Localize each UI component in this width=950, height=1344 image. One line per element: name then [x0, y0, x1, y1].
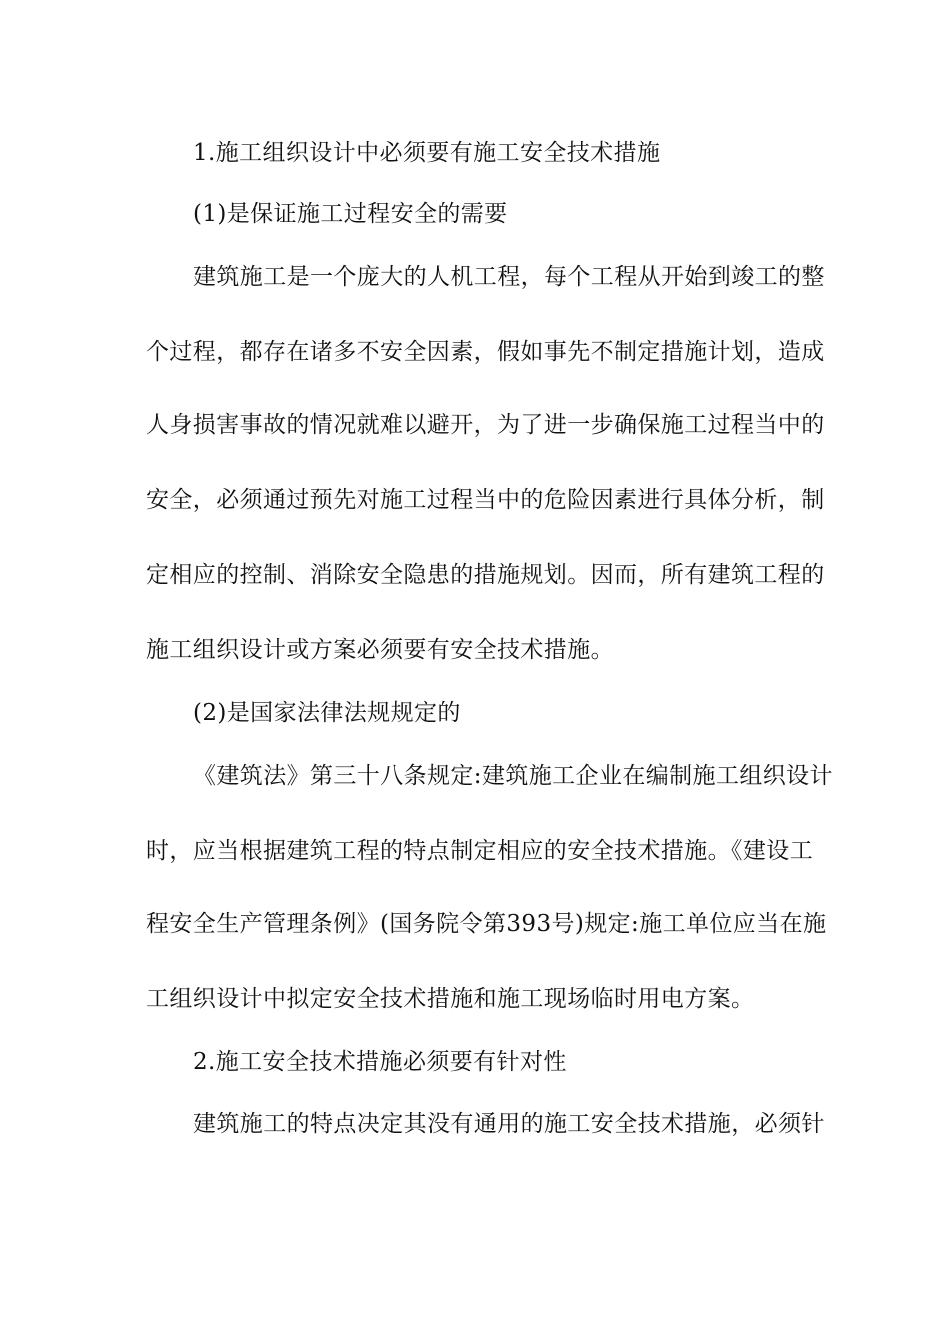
paragraph-line: 个过程，都存在诸多不安全因素，假如事先不制定措施计划，造成	[146, 339, 825, 365]
subheading-1-2: (2)是国家法律法规规定的	[193, 700, 461, 726]
heading-1: 1.施工组织设计中必须要有施工安全技术措施	[193, 140, 661, 166]
paragraph-line: 工组织设计中拟定安全技术措施和施工现场临时用电方案。	[146, 986, 755, 1012]
paragraph-line: 定相应的控制、消除安全隐患的措施规划。因而，所有建筑工程的	[146, 562, 825, 588]
paragraph-line: 安全，必须通过预先对施工过程当中的危险因素进行具体分析，制	[146, 487, 825, 513]
paragraph-line: 《建筑法》第三十八条规定:建筑施工企业在编制施工组织设计	[193, 763, 833, 789]
paragraph-line: 人身损害事故的情况就难以避开，为了进一步确保施工过程当中的	[146, 412, 825, 438]
paragraph-line: 建筑施工是一个庞大的人机工程，每个工程从开始到竣工的整	[193, 264, 825, 290]
subheading-1-1: (1)是保证施工过程安全的需要	[193, 201, 508, 227]
paragraph-line: 建筑施工的特点决定其没有通用的施工安全技术措施，必须针	[193, 1111, 825, 1137]
paragraph-line: 程安全生产管理条例》(国务院令第393号)规定:施工单位应当在施	[146, 911, 827, 937]
paragraph-line: 施工组织设计或方案必须要有安全技术措施。	[146, 637, 614, 663]
heading-2: 2.施工安全技术措施必须要有针对性	[193, 1049, 567, 1075]
paragraph-line: 时，应当根据建筑工程的特点制定相应的安全技术措施。《建设工	[146, 838, 814, 864]
